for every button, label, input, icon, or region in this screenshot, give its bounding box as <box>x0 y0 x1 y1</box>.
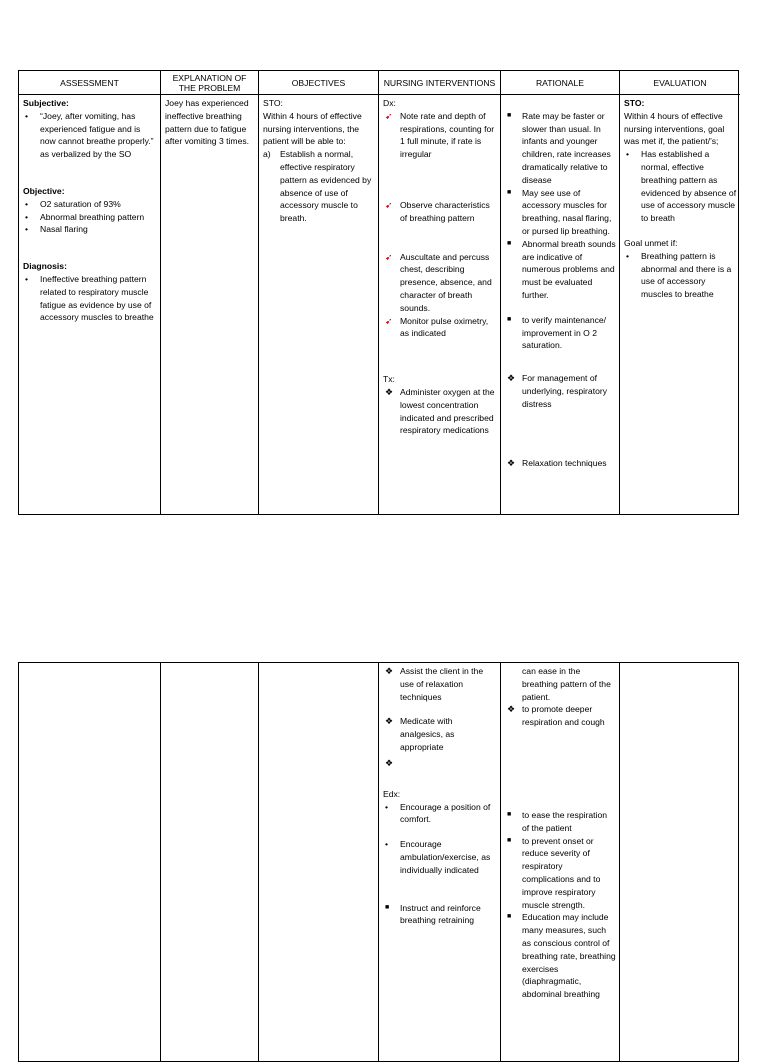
objectives-cell-continued <box>259 663 379 1061</box>
list-item: a) Establish a normal, effective respiratory pattern as evidenced by absence of use of accessory muscle to breath. <box>263 149 372 224</box>
diamond-bullet-icon: ❖ <box>385 716 394 727</box>
tx-label: Tx: <box>383 374 395 385</box>
header-assessment: ASSESSMENT <box>19 71 161 95</box>
list-item: ■ Abnormal breath sounds are indicative of numerous problems and must be evaluated further. <box>507 238 616 300</box>
square-bullet-icon: ■ <box>385 903 390 911</box>
list-item: ■ Rate may be faster or slower than usual. In infants and younger children, rate increases dramatically relative to disease <box>507 110 611 185</box>
square-bullet-icon: ■ <box>507 836 512 844</box>
diamond-bullet-icon: ❖ <box>385 757 394 768</box>
header-evaluation: EVALUATION <box>620 71 740 95</box>
bullet-icon: • <box>626 250 630 261</box>
subjective-label: Subjective: <box>23 98 69 108</box>
rationale-continuation: can ease in the breathing pattern of the patient. <box>522 666 611 702</box>
care-plan-table-page-2 <box>18 662 739 1062</box>
objectives-intro: Within 4 hours of effective nursing interventions, the patient will be able to: <box>263 110 362 147</box>
bullet-icon: • <box>25 273 29 284</box>
bullet-icon: • <box>385 839 389 850</box>
list-item: ■ Education may include many measures, such as conscious control of breathing rate, breathing exercises (diaphragmatic, abdominal breathing <box>507 912 616 1000</box>
list-item: ■ to verify maintenance/ improvement in O 2 saturation. <box>507 314 607 351</box>
list-item: • Abnormal breathing pattern <box>25 211 145 222</box>
diagnosis-label: Diagnosis: <box>23 261 67 272</box>
square-bullet-icon: ■ <box>507 188 512 196</box>
edx-label: Edx: <box>383 788 401 799</box>
bullet-icon: • <box>25 211 29 222</box>
square-bullet-icon: ■ <box>507 315 512 323</box>
list-item: • Encourage a position of comfort. <box>385 801 491 825</box>
list-item: ❖ to promote deeper respiration and cough <box>507 704 605 728</box>
arrow-bullet-icon: ➹ <box>385 251 393 262</box>
list-item: ❖ Medicate with analgesics, as appropriate <box>385 716 455 752</box>
list-item: ➹ Observe characteristics of breathing pattern <box>385 199 490 223</box>
rationale-cell-continued <box>501 663 620 1061</box>
arrow-bullet-icon: ➹ <box>385 110 393 121</box>
square-bullet-icon: ■ <box>507 111 512 119</box>
evaluation-cell <box>620 95 740 514</box>
header-objectives: OBJECTIVES <box>259 71 379 95</box>
bullet-icon: • <box>25 198 29 209</box>
list-item: • Has established a normal, effective breathing pattern as evidenced by absence of use of accessory muscle to breath <box>626 149 737 224</box>
diamond-bullet-icon: ❖ <box>507 704 516 715</box>
eval-sto-label: STO: <box>624 98 645 108</box>
list-item: • O2 saturation of 93% <box>25 198 121 209</box>
list-item: ❖ Relaxation techniques <box>507 457 607 468</box>
evaluation-text: Within 4 hours of effective nursing interventions, goal was met if, the patient/’s; <box>624 110 725 147</box>
bullet-icon: • <box>25 224 29 235</box>
interventions-cell <box>379 95 501 514</box>
list-item: ■ May see use of accessory muscles for breathing, nasal flaring, or pursed lip breathing. <box>507 187 612 236</box>
list-item: ■ to ease the respiration of the patient <box>507 809 608 833</box>
list-item: ➹ Note rate and depth of respirations, counting for 1 full minute, if rate is irregular <box>385 110 495 160</box>
square-bullet-icon: ■ <box>507 913 512 921</box>
list-item: • Encourage ambulation/exercise, as individually indicated <box>385 839 491 875</box>
list-item: • “Joey, after vomiting, has experienced fatigue and is now cannot breathe properly.” as verbalized by the SO <box>25 110 154 160</box>
list-item: ❖ Administer oxygen at the lowest concentration indicated and prescribed respiratory medications <box>385 386 495 436</box>
bullet-icon: • <box>25 110 29 121</box>
assessment-cell-continued <box>19 663 161 1061</box>
diamond-bullet-icon: ❖ <box>507 457 516 468</box>
arrow-bullet-icon: ➹ <box>385 199 393 210</box>
goal-unmet-label: Goal unmet if: <box>624 237 678 248</box>
list-item: • Breathing pattern is abnormal and there is a use of accessory muscles to breathe <box>626 250 732 300</box>
list-item: ❖ For management of underlying, respiratory distress <box>507 373 608 409</box>
bullet-icon: • <box>385 801 389 812</box>
rationale-cell <box>501 95 620 514</box>
explanation-cell-continued <box>161 663 259 1061</box>
list-item: ■ to prevent onset or reduce severity of respiratory complications and to improve respiratory muscle strength. <box>507 835 601 910</box>
diamond-bullet-icon: ❖ <box>507 373 516 384</box>
dx-label: Dx: <box>383 98 396 108</box>
arrow-bullet-icon: ➹ <box>385 315 393 326</box>
header-interventions: NURSING INTERVENTIONS <box>379 71 501 95</box>
care-plan-table-page-1 <box>18 70 739 515</box>
list-item: • Ineffective breathing pattern related to respiratory muscle fatigue as evidence by use of accessory muscles to breathe <box>25 273 154 323</box>
objectives-cell <box>259 95 379 514</box>
list-item: ➹ Monitor pulse oximetry, as indicated <box>385 315 489 339</box>
header-rationale: RATIONALE <box>501 71 620 95</box>
square-bullet-icon: ■ <box>507 239 512 247</box>
interventions-cell-continued <box>379 663 501 1061</box>
list-item: ■ Instruct and reinforce breathing retraining <box>385 902 481 926</box>
list-item: ❖ Assist the client in the use of relaxation techniques <box>385 666 484 702</box>
objective-label: Objective: <box>23 185 65 196</box>
header-explanation: EXPLANATION OF THE PROBLEM <box>161 71 259 95</box>
square-bullet-icon: ■ <box>507 810 512 818</box>
bullet-icon: • <box>626 149 630 160</box>
diamond-bullet-icon: ❖ <box>385 386 394 397</box>
explanation-cell <box>161 95 259 514</box>
evaluation-cell-continued <box>620 663 740 1061</box>
diamond-bullet-icon: ❖ <box>385 666 394 676</box>
explanation-text: Joey has experienced ineffective breathing pattern due to fatigue after vomiting 3 times. <box>165 98 250 147</box>
sto-label: STO: <box>263 98 283 108</box>
list-item: ➹ Auscultate and percuss chest, describing presence, absence, and character of breath sounds. <box>385 251 492 313</box>
list-item: • Nasal flaring <box>25 224 88 235</box>
assessment-cell <box>19 95 161 514</box>
